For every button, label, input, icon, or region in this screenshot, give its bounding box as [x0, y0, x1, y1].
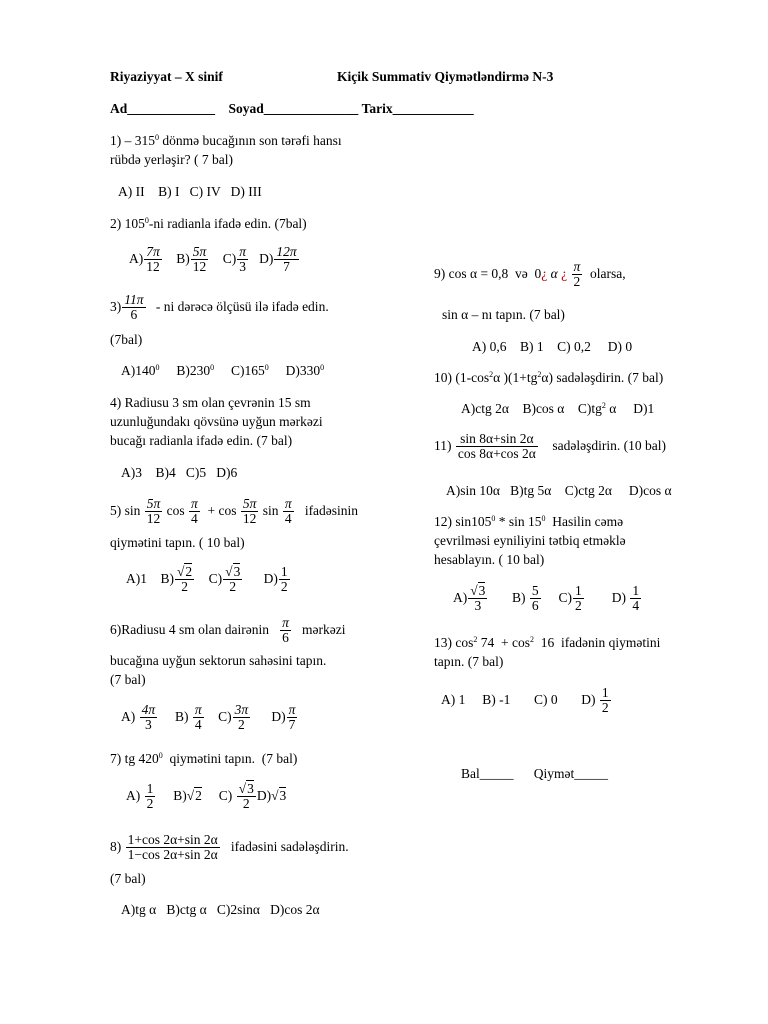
name-fields — [110, 101, 474, 117]
exam-title: Kiçik Summativ Qiymətləndirmə N-3 — [337, 69, 554, 84]
subject-title: Riyaziyyat – X sinif — [110, 69, 223, 84]
answers: $A)140^0$ $B)230^0$ $C)165^0$ $D)330^0$ — [121, 363, 325, 378]
footer-scores — [461, 766, 608, 782]
tarix-field: Tarix____________ — [361, 101, 474, 116]
answers: A) 1 B) -1 C) 0 D) $\frac{1}{2}$ — [441, 685, 609, 716]
answers: A)tg α B)ctg α C)2sinα D)cos 2α — [121, 902, 320, 917]
answers: A)ctg 2α B)cos α $C)tg^2$ α D)1 — [461, 401, 655, 416]
answers: A)1 B) $\frac{√2}{2}$ C) $\frac{√3}{2}$ D) $\frac{1}{2}$ — [126, 564, 288, 595]
soyad-field: Soyad______________ — [228, 101, 359, 116]
answers: A)sin 10α B)tg 5α C)ctg 2α D)cos α — [446, 483, 672, 498]
answers: A) 0,6 B) 1 C) 0,2 D) 0 — [472, 339, 633, 354]
bal-field: Bal_____ — [461, 766, 514, 781]
answers: A) $\frac{√3}{3}$ B) $\frac{5}{6}$ C) $\frac{1}{2}$ D) $\frac{1}{4}$ — [453, 583, 640, 614]
ad-field: Ad_____________ — [110, 101, 216, 116]
qiymet-field: Qiymət_____ — [533, 766, 608, 781]
answers: A)3 B)4 C)5 D)6 — [121, 465, 238, 480]
answers: A) $\frac{4\pi}{3}$ B) $\frac{\pi}{4}$ C) $\frac{3\pi}{2}$ D) $\frac{\pi}{7}$ — [121, 702, 296, 733]
answers: A) $\frac{7\pi}{12}$ B) $\frac{5\pi}{12}$ C) $\frac{\pi}{3}$ D) $\frac{12\pi}{7}$ — [129, 244, 297, 275]
answers: A) $\frac{1}{2}$ B)√2 C) $\frac{√3}{2}$ D)√3 — [126, 781, 287, 812]
answers: A) II B) I C) IV D) III — [118, 184, 262, 199]
